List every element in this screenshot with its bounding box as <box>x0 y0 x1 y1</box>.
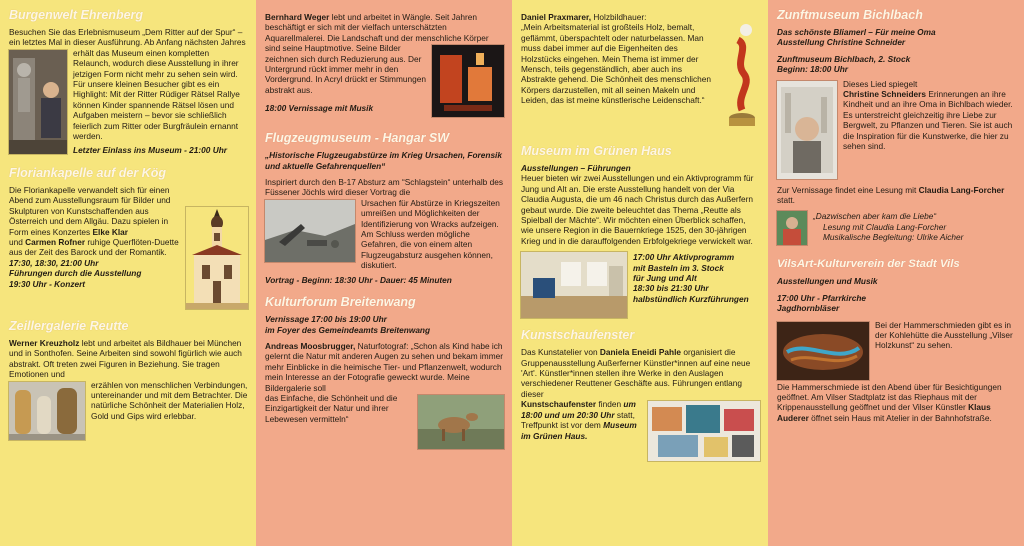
reading-details <box>813 211 963 242</box>
gruenes-haus-title: Museum im Grünen Haus <box>521 144 672 158</box>
florian-text: Die Floriankapelle verwandelt sich für einen Abend zum Ausstellungsraum für Bilder und Skulpturen von Kunstschaffenden aus Österreich und dem Allgäu. Dazu spielen in Form eines Konzertes Elke Klar und Carmen Rofner ruhige Querflöten-Duette aus der Zeit des Barock und der Romantik. <box>9 184 179 258</box>
column-1 <box>0 0 256 546</box>
vils-subtitle: Ausstellungen und Musik <box>777 276 878 287</box>
column-4 <box>768 0 1024 546</box>
hangar-footer: Vortrag - Beginn: 18:30 Uhr - Dauer: 45 Minuten <box>265 274 452 285</box>
vils-time-2: Jagdhornbläser <box>777 303 840 314</box>
zunft-subtitle-1: Das schönste Bliamerl – Für meine Oma <box>777 27 936 37</box>
hangar-text-2: Ursachen für Abstürze in Kriegszeiten umreißen und Möglichkeiten der Identifizierung von Wracks aufzeigen. Am Schluss werden mögliche Gefahren, die von einem alten Flugzeugabsturz ausgehen können, diskutiert. <box>361 197 500 271</box>
kulturforum-text-2: das Einfache, die Schönheit und die Einzigartigkeit der Natur und ihrer Lebewesen vermitteln“ <box>265 392 398 424</box>
zeiller-title: Zeillergalerie Reutte <box>9 318 129 333</box>
artist-portrait-photo <box>777 81 837 179</box>
vils-text-1: Bei der Hammerschmieden gibt es in der Kohlehütte die Ausstellung „Vilser Holzkunst“ zu sehen. <box>875 319 1013 351</box>
hangar-title: Flugzeugmuseum - Hangar SW <box>265 131 450 146</box>
weger-text-1: Bernhard Weger lebt und arbeitet in Wängle. Seit Jahren beschäftigt er sich mit der vielfach unterschätzten Aquarellmalerei. Die Landschaft und der menschliche Körper <box>265 12 489 43</box>
burgenwelt-footer: Letzter Einlass ins Museum - 21:00 Uhr <box>73 145 227 156</box>
kulturforum-title: Kulturforum Breitenwang <box>265 295 416 310</box>
shop-window-photo <box>648 401 760 461</box>
hangar-subtitle: „Historische Flugzeugabstürze im Krieg Ursachen, Forensik und aktuelle Gefahrenquellen“ <box>265 150 502 171</box>
gruenes-haus-program <box>521 252 760 318</box>
wood-art-photo <box>777 322 869 380</box>
florian-title: Floriankapelle auf der Kög <box>9 165 166 180</box>
acrylic-painting <box>432 45 504 117</box>
zunft-text-1: Dieses Lied spiegelt Christine Schneiders Erinnerungen an ihre Kindheit und an ihre Oma in Bichlbach wieder. Es unterstreicht gleichzeitig ihre Liebe zur Bergwelt, zu Pflanzen und Tieren. Sie ist auch die Inspiration für die Kunstwerke, die hier zu sehen sind. <box>843 78 1013 152</box>
kulturforum-vernissage: Vernissage 17:00 bis 19:00 Uhr <box>265 314 387 325</box>
chapel-image <box>186 207 248 309</box>
zunft-subtitle-2: Ausstellung Christine Schneider <box>777 37 906 48</box>
program-line-3: für Jung und Alt <box>633 273 697 284</box>
reading-quote: „Dazwischen aber kam die Liebe“ <box>813 211 937 222</box>
vils-text-2: Die Hammerschmiede ist den Abend über für Besichtigungen geöffnet. Am Vilser Stadtplatz ist das Riephaus mit der Krippenausstellung geöffnet und der Vilser Künstler Klaus Auderer öffnet sein Haus mit Atelier in der Bahnhofstraße. <box>777 381 1002 423</box>
schaufenster-text-2: Kunstschaufenster finden um 18:00 und um 20:30 Uhr statt, Treffpunkt ist vor dem Museum im Grünen Haus. <box>521 399 637 441</box>
florian-tours: Führungen durch die Ausstellung <box>9 268 142 279</box>
zunft-time: Beginn: 18:00 Uhr <box>777 64 848 75</box>
deer-photo <box>418 395 504 449</box>
schaufenster-text-1: Das Kunstatelier von Daniela Eneidi Pahle organisiert die Gruppenausstellung Außerferner Künstler*innen auf eine neue 'Art'. Künstler*innen stellen ihre Werke in den Auslagen verschiedener Reuttener Geschäfte aus. Führungen entlang dieser <box>521 347 751 399</box>
florian-concert: 19:30 Uhr - Konzert <box>9 278 86 289</box>
vils-time-1: 17:00 Uhr - Pfarrkirche <box>777 292 867 303</box>
kulturforum-text-1: Andreas Moosbrugger, Naturfotograf: „Schon als Kind habe ich gelernt die Natur mit anderen Augen zu sehen und bekam immer mehr Einblicke in die heimische Tier- und Pflanzenwelt, wodurch mein Interesse an der Fotografie geweckt wurde. Meine Bildergalerie soll <box>265 340 503 393</box>
column-3 <box>512 0 768 546</box>
reader-photo <box>777 211 807 245</box>
wooden-figure-sculpture <box>724 22 760 132</box>
sculpture-photo <box>9 382 85 440</box>
program-line-2: mit Basteln im 3. Stock <box>633 262 724 273</box>
program-line-5: halbstündlich Kurzführungen <box>633 293 749 304</box>
gruenes-haus-program-text <box>633 252 749 304</box>
plane-wreck-photo <box>265 200 355 262</box>
praxmarer-text: Daniel Praxmarer, Holzbildhauer: „Mein Arbeitsmaterial ist großteils Holz, bemalt, geflämmt, überspachtelt oder naturbelassen. Man muss dabei immer auf die Eigenheiten des Holzstücks eingehen. Mein Thema ist immer der Mensch, teils gegenständlich, aber auch ins Abstrakte gehend. Die Schönheit des menschlichen Körpers darzustellen, mit all seinen Makeln und Leiden, das ist meine künstlerische Leidenschaft.“ <box>521 12 712 106</box>
vils-title: VilsArt-Kulturverein der Stadt Vils <box>777 258 960 271</box>
zeiller-text-1: Werner Kreuzholz lebt und arbeitet als Bildhauer bei München und in Sonthofen. Seine Arbeiten sind sowohl figürlich wie auch abstrakt. Oft treten zwei Figuren in Beziehung. Sie tragen Emotionen und <box>9 337 242 380</box>
zeiller-text-2: erzählen von menschlichen Verbindungen, untereinander und mit dem Betrachter. Die natürliche Schönheit der Materialien Holz, Gold und Gips wird erlebbar. <box>91 379 248 421</box>
florian-times: 17:30, 18:30, 21:00 Uhr <box>9 257 99 268</box>
zunft-place: Zunftmuseum Bichlbach, 2. Stock <box>777 53 911 64</box>
gruenes-haus-text: Heuer bieten wir zwei Ausstellungen und ein Aktivprogramm für Jung und Alt an. Die erste Ausstellung handelt von der Via Claudia Augusta, die um 46 nach Christus durch das Außerfern gebaut wurde. Die zweite beleuchtet das Thema „Reutte als Spielball der Mächte“. Wir möchten einen Überblick schaffen, wie unsere Region in die Bauernkriege 1525, den 30-jährigen Krieg und in die darauffolgenden Erbfolgekriege verwickelt war. <box>521 173 754 246</box>
zunft-reading <box>777 211 1016 245</box>
zunft-title: Zunftmuseum Bichlbach <box>777 8 923 22</box>
reading-music: Musikalische Begleitung: Ulrike Aicher <box>823 232 964 243</box>
burgenwelt-text-1: Besuchen Sie das Erlebnismuseum „Dem Ritter auf der Spur“ – ein letztes Mal in dieser Ausführung. Ab Anfang nächsten Jahres <box>9 27 246 48</box>
kulturforum-location: im Foyer des Gemeindeamts Breitenwang <box>265 324 431 335</box>
program-line-4: 18:30 bis 21:30 Uhr <box>633 283 709 294</box>
hangar-text-1: Inspiriert durch den B-17 Absturz am “Schlagstein“ unterhalb des Füssener Jöchls wird dieser Vortrag die <box>265 177 503 198</box>
gruenes-haus-subtitle: Ausstellungen – Führungen <box>521 163 631 173</box>
reading-reader: Lesung mit Claudia Lang-Forcher <box>823 221 947 232</box>
knight-museum-photo <box>9 50 67 154</box>
burgenwelt-text-2: erhält das Museum einen kompletten Relaunch, wodurch diese Ausstellung in ihrer jetzigen Form nicht mehr zu sehen sein wird. Für unsere kleinen Besucher gibt es ein Highlight: Mit der Ritter Rüdiger Rätsel Rallye können Kinder spannende Rätsel lösen und Aufgaben meistern – bevor sie schließlich feierlich zum Ritter oder Burgfräulein ernannt werden. <box>73 47 240 142</box>
weger-text-2: sind seine Hauptmotive. Seine Bilder zeichnen sich durch Reduzierung aus. Der Untergrund rückt immer mehr in den Vordergrund. In Acryl drückt er Stimmungen abstrakt aus. <box>265 43 426 95</box>
column-2 <box>256 0 512 546</box>
program-line-1: 17:00 Uhr Aktivprogramm <box>633 252 735 263</box>
zunft-text-2: Zur Vernissage findet eine Lesung mit Claudia Lang-Forcher statt. <box>777 184 1005 206</box>
schaufenster-title: Kunstschaufenster <box>521 328 635 343</box>
weger-vernissage: 18:00 Vernissage mit Musik <box>265 103 374 114</box>
burgenwelt-title: Burgenwelt Ehrenberg <box>9 8 144 22</box>
exhibition-room-photo <box>521 252 627 318</box>
